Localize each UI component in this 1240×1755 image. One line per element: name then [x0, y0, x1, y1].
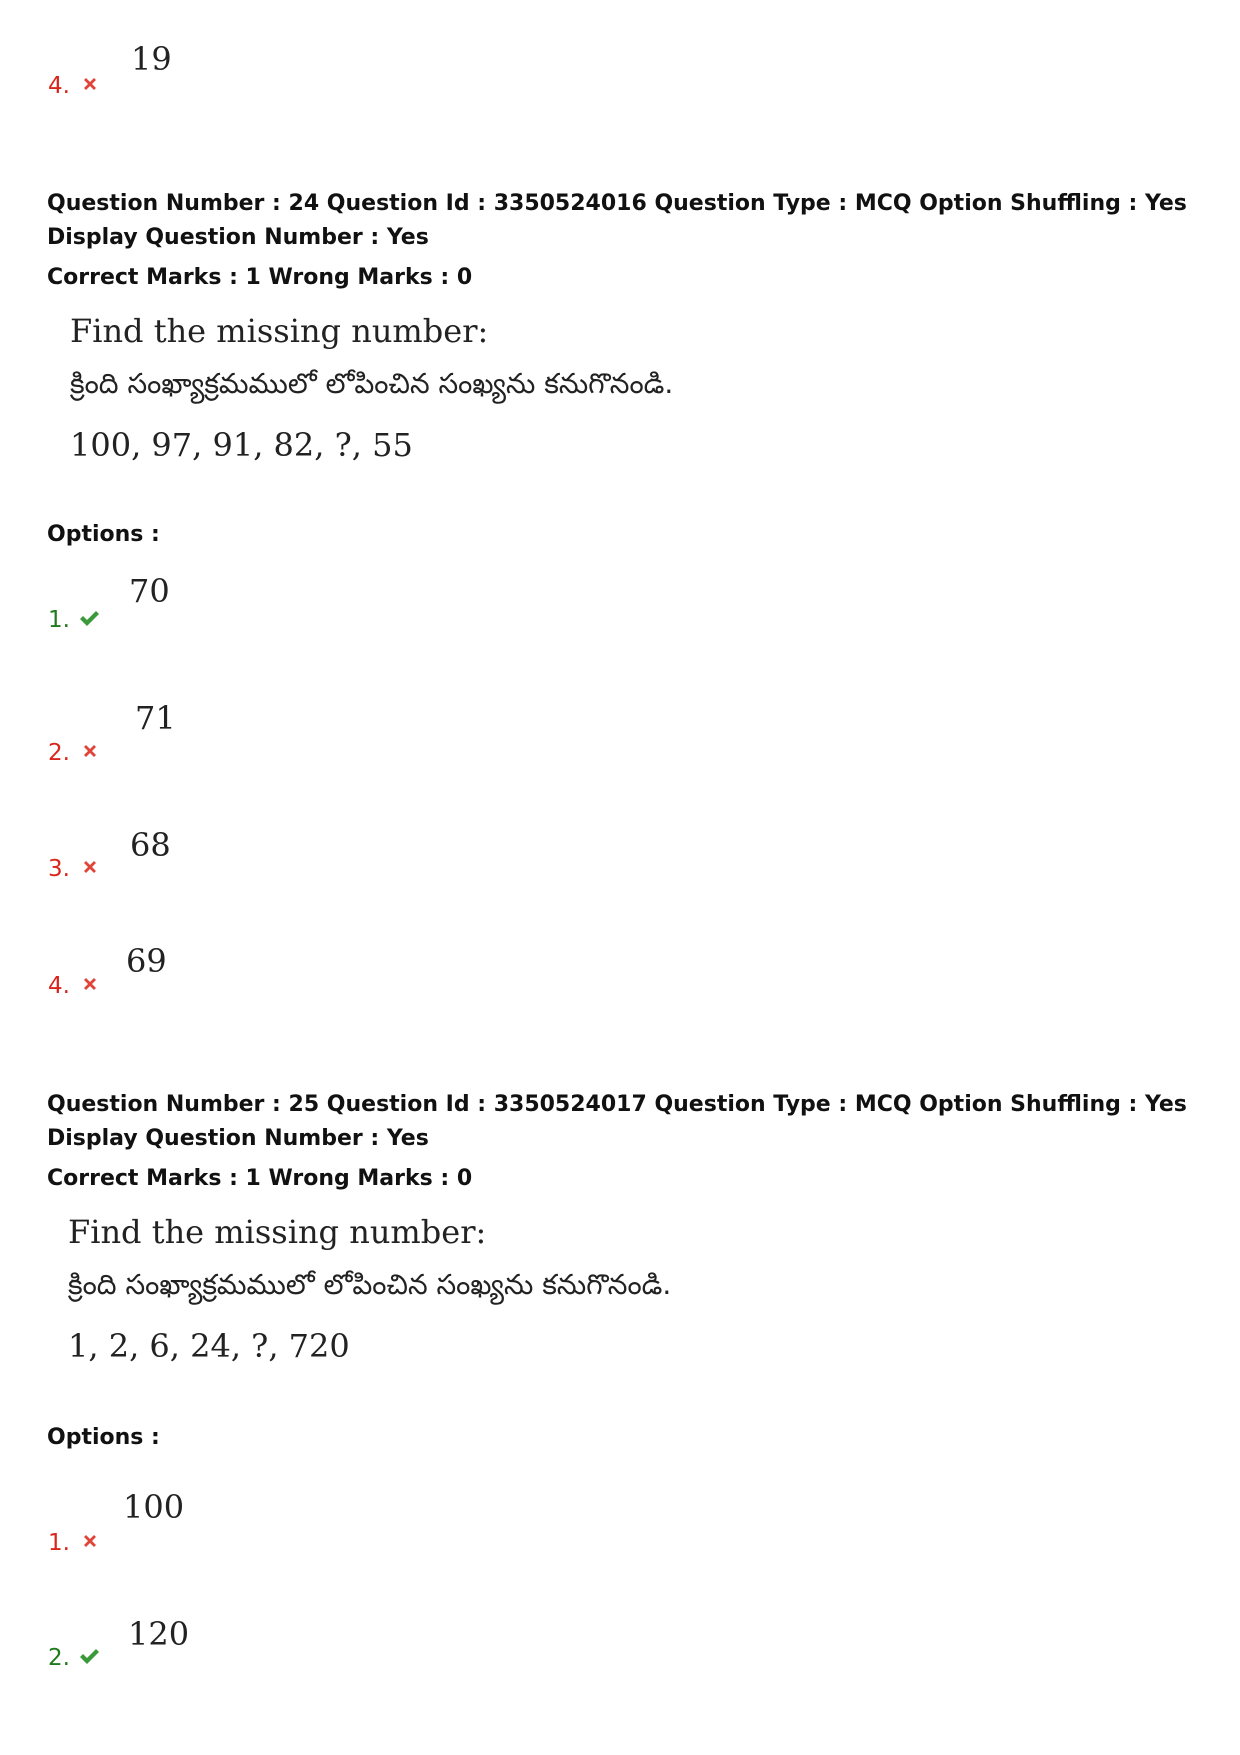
option-number: 1.	[48, 607, 70, 633]
question-prompt-english: Find the missing number:	[70, 312, 489, 350]
question-series: 1, 2, 6, 24, ?, 720	[68, 1327, 350, 1365]
option-value: 120	[128, 1615, 190, 1653]
option-number: 2.	[48, 1645, 70, 1671]
check-icon	[78, 1645, 100, 1667]
option-value: 100	[123, 1488, 185, 1526]
cross-icon	[79, 1530, 101, 1552]
question-meta-line-1: Question Number : 24 Question Id : 3350524016 Question Type : MCQ Option Shuffling : Yes	[47, 191, 1187, 216]
options-label: Options :	[47, 522, 160, 547]
option-value: 68	[130, 826, 171, 864]
question-marks: Correct Marks : 1 Wrong Marks : 0	[47, 1166, 473, 1191]
question-meta-line-2: Display Question Number : Yes	[47, 1126, 429, 1151]
option-value: 19	[131, 40, 172, 78]
option-number: 3.	[48, 856, 70, 882]
question-prompt-telugu: క్రింది సంఖ్యాక్రమములో లోపించిన సంఖ్యను కనుగొనండి.	[68, 1268, 672, 1301]
cross-icon	[79, 73, 101, 95]
option-number: 1.	[48, 1530, 70, 1556]
question-prompt-telugu: క్రింది సంఖ్యాక్రమములో లోపించిన సంఖ్యను కనుగొనండి.	[70, 367, 674, 400]
option-value: 71	[135, 699, 176, 737]
options-label: Options :	[47, 1425, 160, 1450]
question-prompt-english: Find the missing number:	[68, 1213, 487, 1251]
question-meta-line-1: Question Number : 25 Question Id : 3350524017 Question Type : MCQ Option Shuffling : Yes	[47, 1092, 1187, 1117]
option-value: 69	[126, 942, 167, 980]
check-icon	[78, 607, 100, 629]
option-number: 2.	[48, 740, 70, 766]
cross-icon	[79, 740, 101, 762]
option-number: 4.	[48, 973, 70, 999]
cross-icon	[79, 973, 101, 995]
option-number: 4.	[48, 73, 70, 99]
question-marks: Correct Marks : 1 Wrong Marks : 0	[47, 265, 473, 290]
question-meta-line-2: Display Question Number : Yes	[47, 225, 429, 250]
cross-icon	[79, 856, 101, 878]
option-value: 70	[129, 572, 170, 610]
question-series: 100, 97, 91, 82, ?, 55	[70, 426, 413, 464]
